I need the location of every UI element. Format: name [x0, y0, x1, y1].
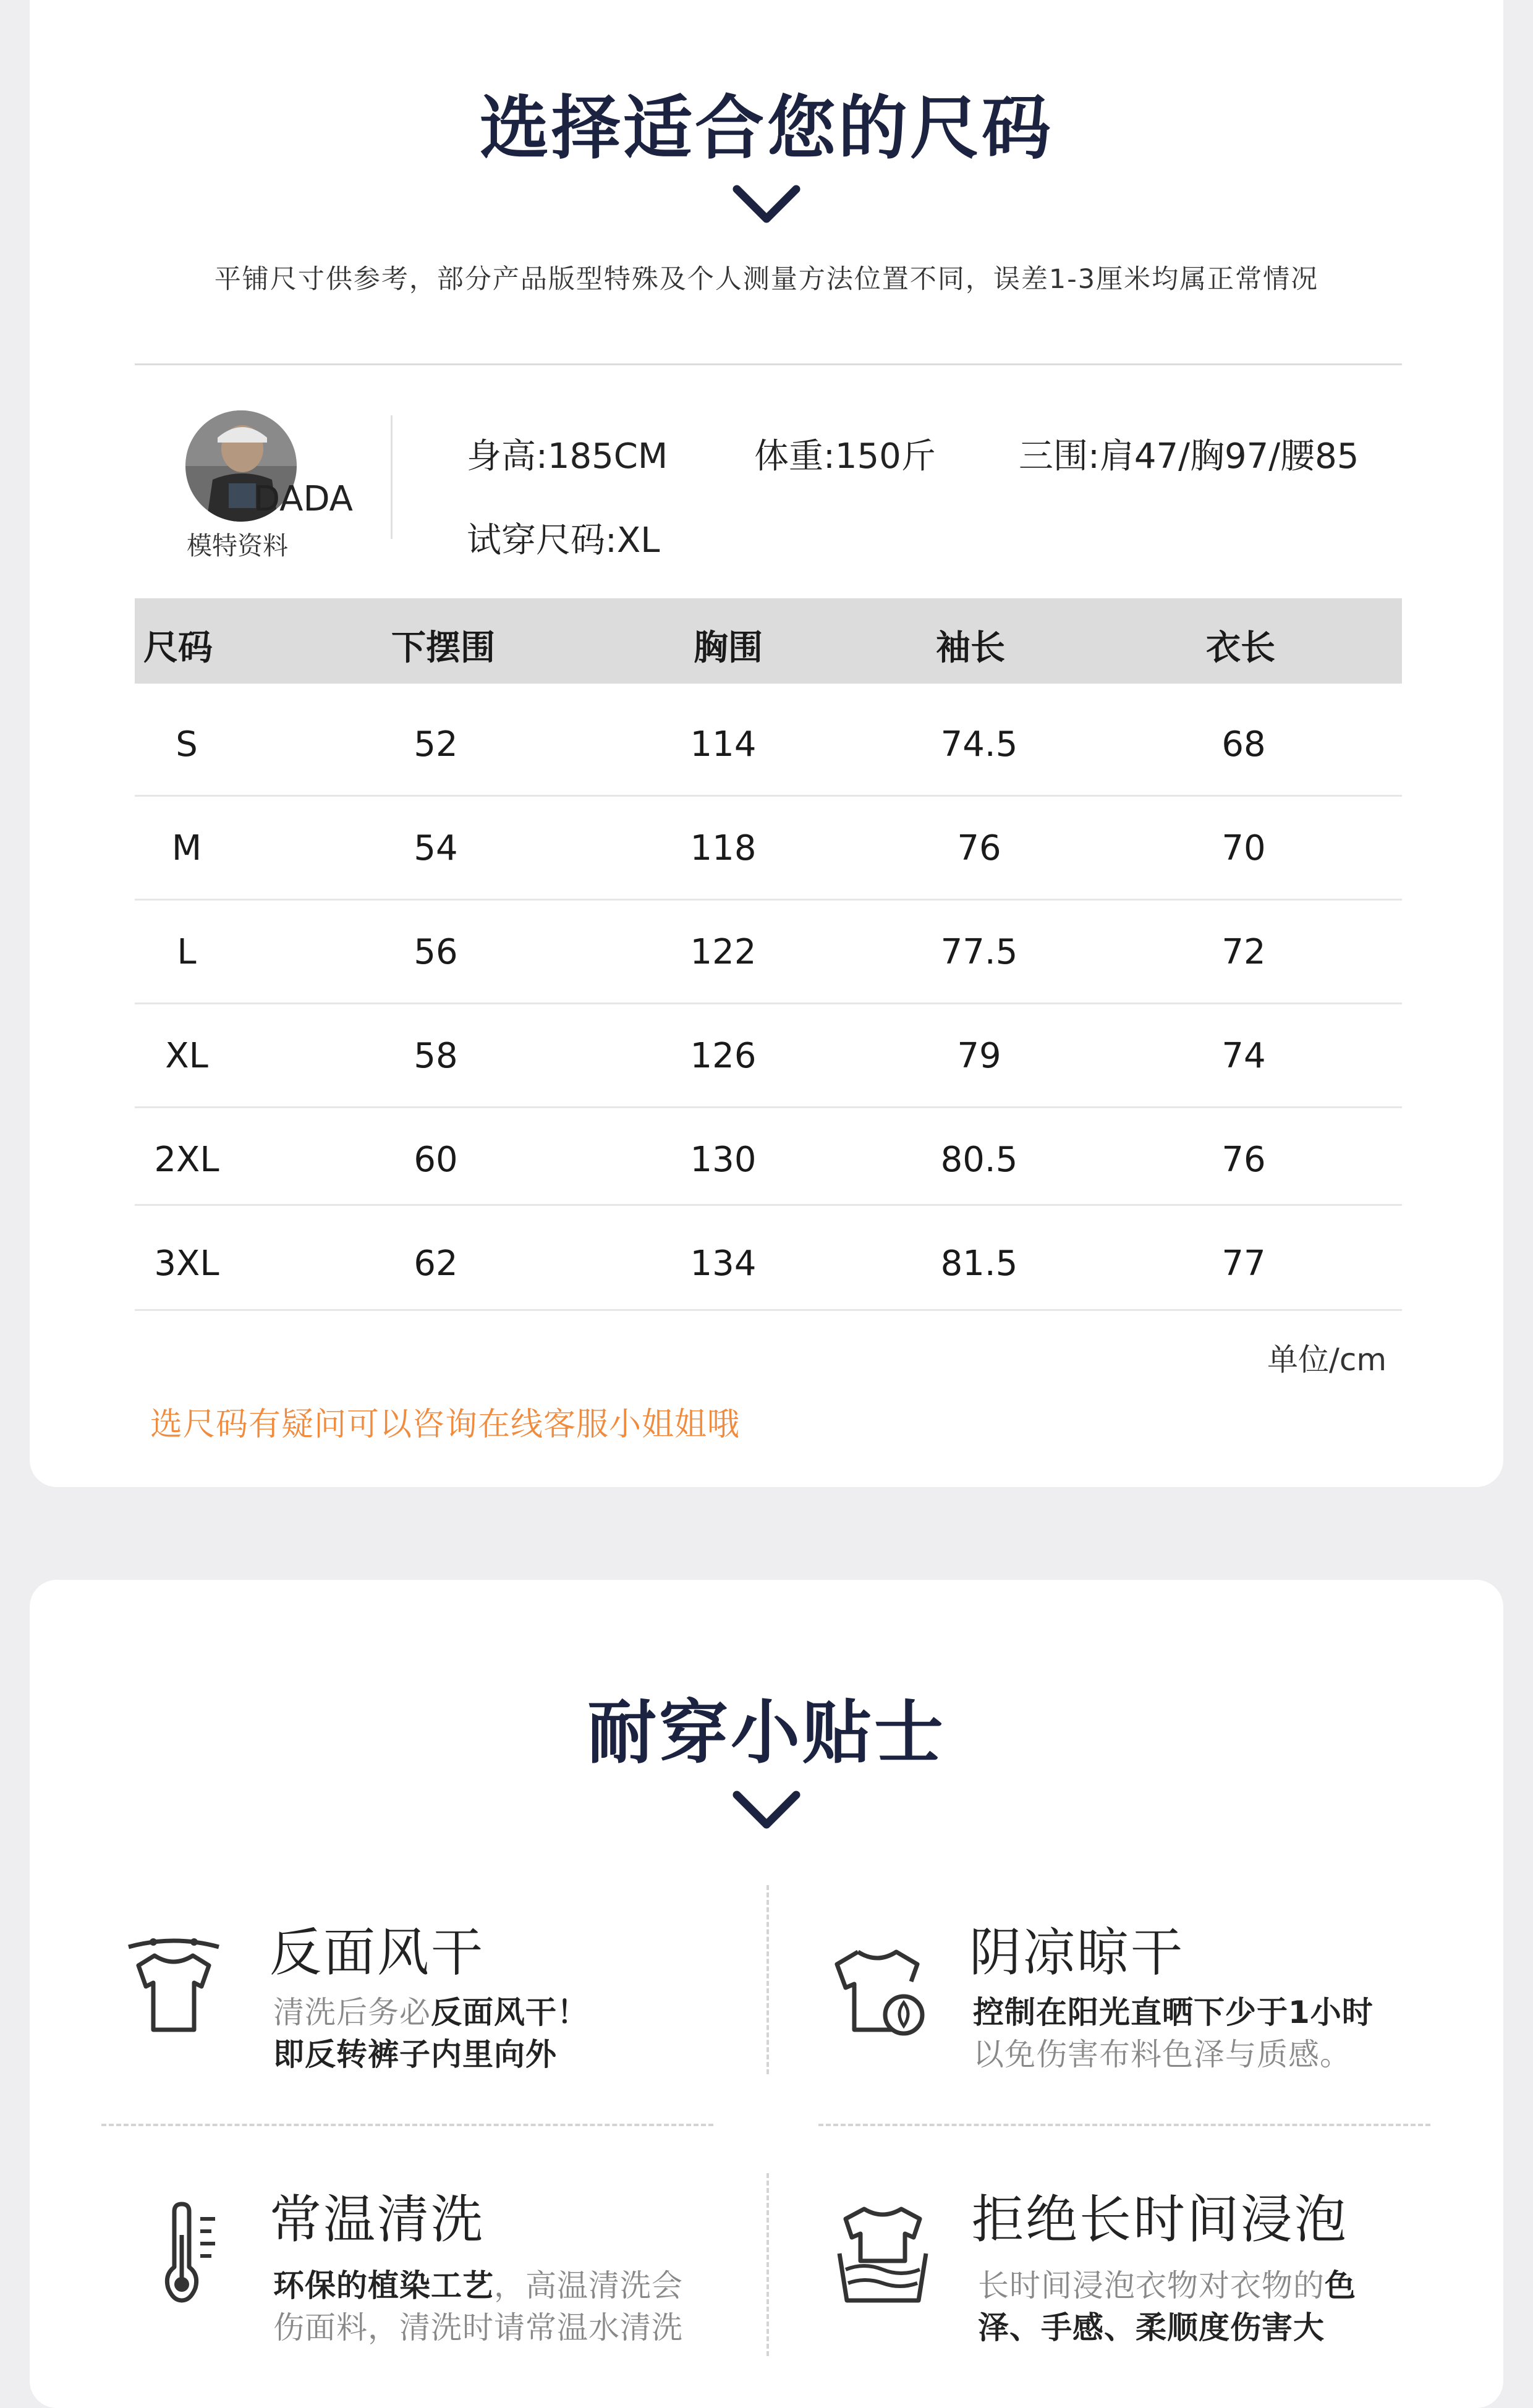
table-cell: 79	[957, 1036, 1001, 1076]
tip-1-line-2: 即反转裤子内里向外	[273, 2037, 557, 2072]
customer-service-notice: 选尺码有疑问可以咨询在线客服小姐姐哦	[150, 1406, 741, 1443]
divider	[101, 2124, 713, 2126]
table-cell: S	[176, 724, 198, 765]
tip-3-line-1: 环保的植染工艺，高温清洗会	[273, 2268, 683, 2304]
table-cell: 62	[414, 1244, 458, 1284]
tip-3-line-2: 伤面料，清洗时请常温水清洗	[273, 2310, 683, 2346]
table-cell: 52	[414, 724, 458, 765]
table-cell: 80.5	[940, 1140, 1018, 1180]
table-cell: 122	[690, 932, 757, 972]
tip-2-line-2: 以免伤害布料色泽与质感。	[973, 2037, 1351, 2072]
model-height: 身高:185CM	[467, 436, 668, 477]
table-cell: 130	[690, 1140, 757, 1180]
header-size: 尺码	[143, 628, 213, 668]
row-divider	[135, 1309, 1402, 1311]
table-cell: 74.5	[940, 724, 1018, 765]
table-cell: 76	[1221, 1140, 1266, 1180]
row-divider	[135, 1204, 1402, 1206]
divider	[818, 2124, 1430, 2126]
tip-3-title: 常温清洗	[270, 2189, 485, 2250]
model-caption: 模特资料	[187, 531, 288, 561]
table-cell: 3XL	[154, 1244, 219, 1284]
tip-4-title: 拒绝长时间浸泡	[972, 2189, 1349, 2250]
soaking-shirt-icon	[833, 2202, 932, 2307]
table-cell: 76	[957, 828, 1001, 868]
row-divider	[135, 795, 1402, 797]
tips-section-title: 耐穿小贴士	[587, 1693, 946, 1773]
size-section-subtitle: 平铺尺寸供参考，部分产品版型特殊及个人测量方法位置不同，误差1-3厘米均属正常情况	[214, 264, 1319, 295]
divider	[766, 2173, 769, 2356]
table-cell: 54	[414, 828, 458, 868]
header-sleeve: 袖长	[936, 628, 1005, 668]
table-cell: L	[177, 932, 197, 972]
table-cell: 70	[1221, 828, 1266, 868]
tip-1-title: 反面风干	[270, 1922, 485, 1983]
row-divider	[135, 1003, 1402, 1004]
unit-label: 单位/cm	[1267, 1342, 1387, 1378]
table-cell: 60	[414, 1140, 458, 1180]
tip-4-line-1: 长时间浸泡衣物对衣物的色	[978, 2268, 1356, 2304]
header-length: 衣长	[1206, 628, 1275, 668]
header-chest: 胸围	[694, 628, 763, 668]
table-cell: 77	[1221, 1244, 1266, 1284]
size-section-title: 选择适合您的尺码	[480, 88, 1053, 169]
header-hem: 下摆围	[391, 628, 495, 668]
model-tried-size: 试穿尺码:XL	[467, 520, 660, 561]
table-cell: M	[171, 828, 202, 868]
shirt-leaf-icon	[825, 1933, 936, 2038]
table-cell: 81.5	[940, 1244, 1018, 1284]
table-cell: XL	[165, 1036, 208, 1076]
model-measurements: 三围:肩47/胸97/腰85	[1019, 436, 1359, 477]
row-divider	[135, 1106, 1402, 1108]
tip-1-line-1: 清洗后务必反面风干！	[273, 1995, 588, 2030]
table-cell: 118	[690, 828, 757, 868]
table-cell: 56	[414, 932, 458, 972]
table-cell: 58	[414, 1036, 458, 1076]
table-cell: 72	[1221, 932, 1266, 972]
divider	[766, 1885, 769, 2074]
model-name: DADA	[253, 479, 353, 519]
thermometer-icon	[151, 2200, 225, 2305]
table-cell: 134	[690, 1244, 757, 1284]
divider	[135, 363, 1402, 365]
chevron-down-icon	[732, 184, 801, 225]
table-cell: 114	[690, 724, 757, 765]
hanging-shirt-icon	[121, 1933, 226, 2038]
divider	[391, 415, 393, 539]
chevron-down-icon	[732, 1790, 801, 1831]
table-cell: 68	[1221, 724, 1266, 765]
table-cell: 74	[1221, 1036, 1266, 1076]
table-cell: 77.5	[940, 932, 1018, 972]
tip-2-line-1: 控制在阳光直晒下少于1小时	[973, 1995, 1374, 2030]
tip-2-title: 阴凉晾干	[969, 1922, 1185, 1983]
model-weight: 体重:150斤	[754, 436, 936, 477]
table-cell: 126	[690, 1036, 757, 1076]
tip-4-line-2: 泽、手感、柔顺度伤害大	[978, 2310, 1325, 2346]
table-cell: 2XL	[154, 1140, 219, 1180]
row-divider	[135, 899, 1402, 901]
